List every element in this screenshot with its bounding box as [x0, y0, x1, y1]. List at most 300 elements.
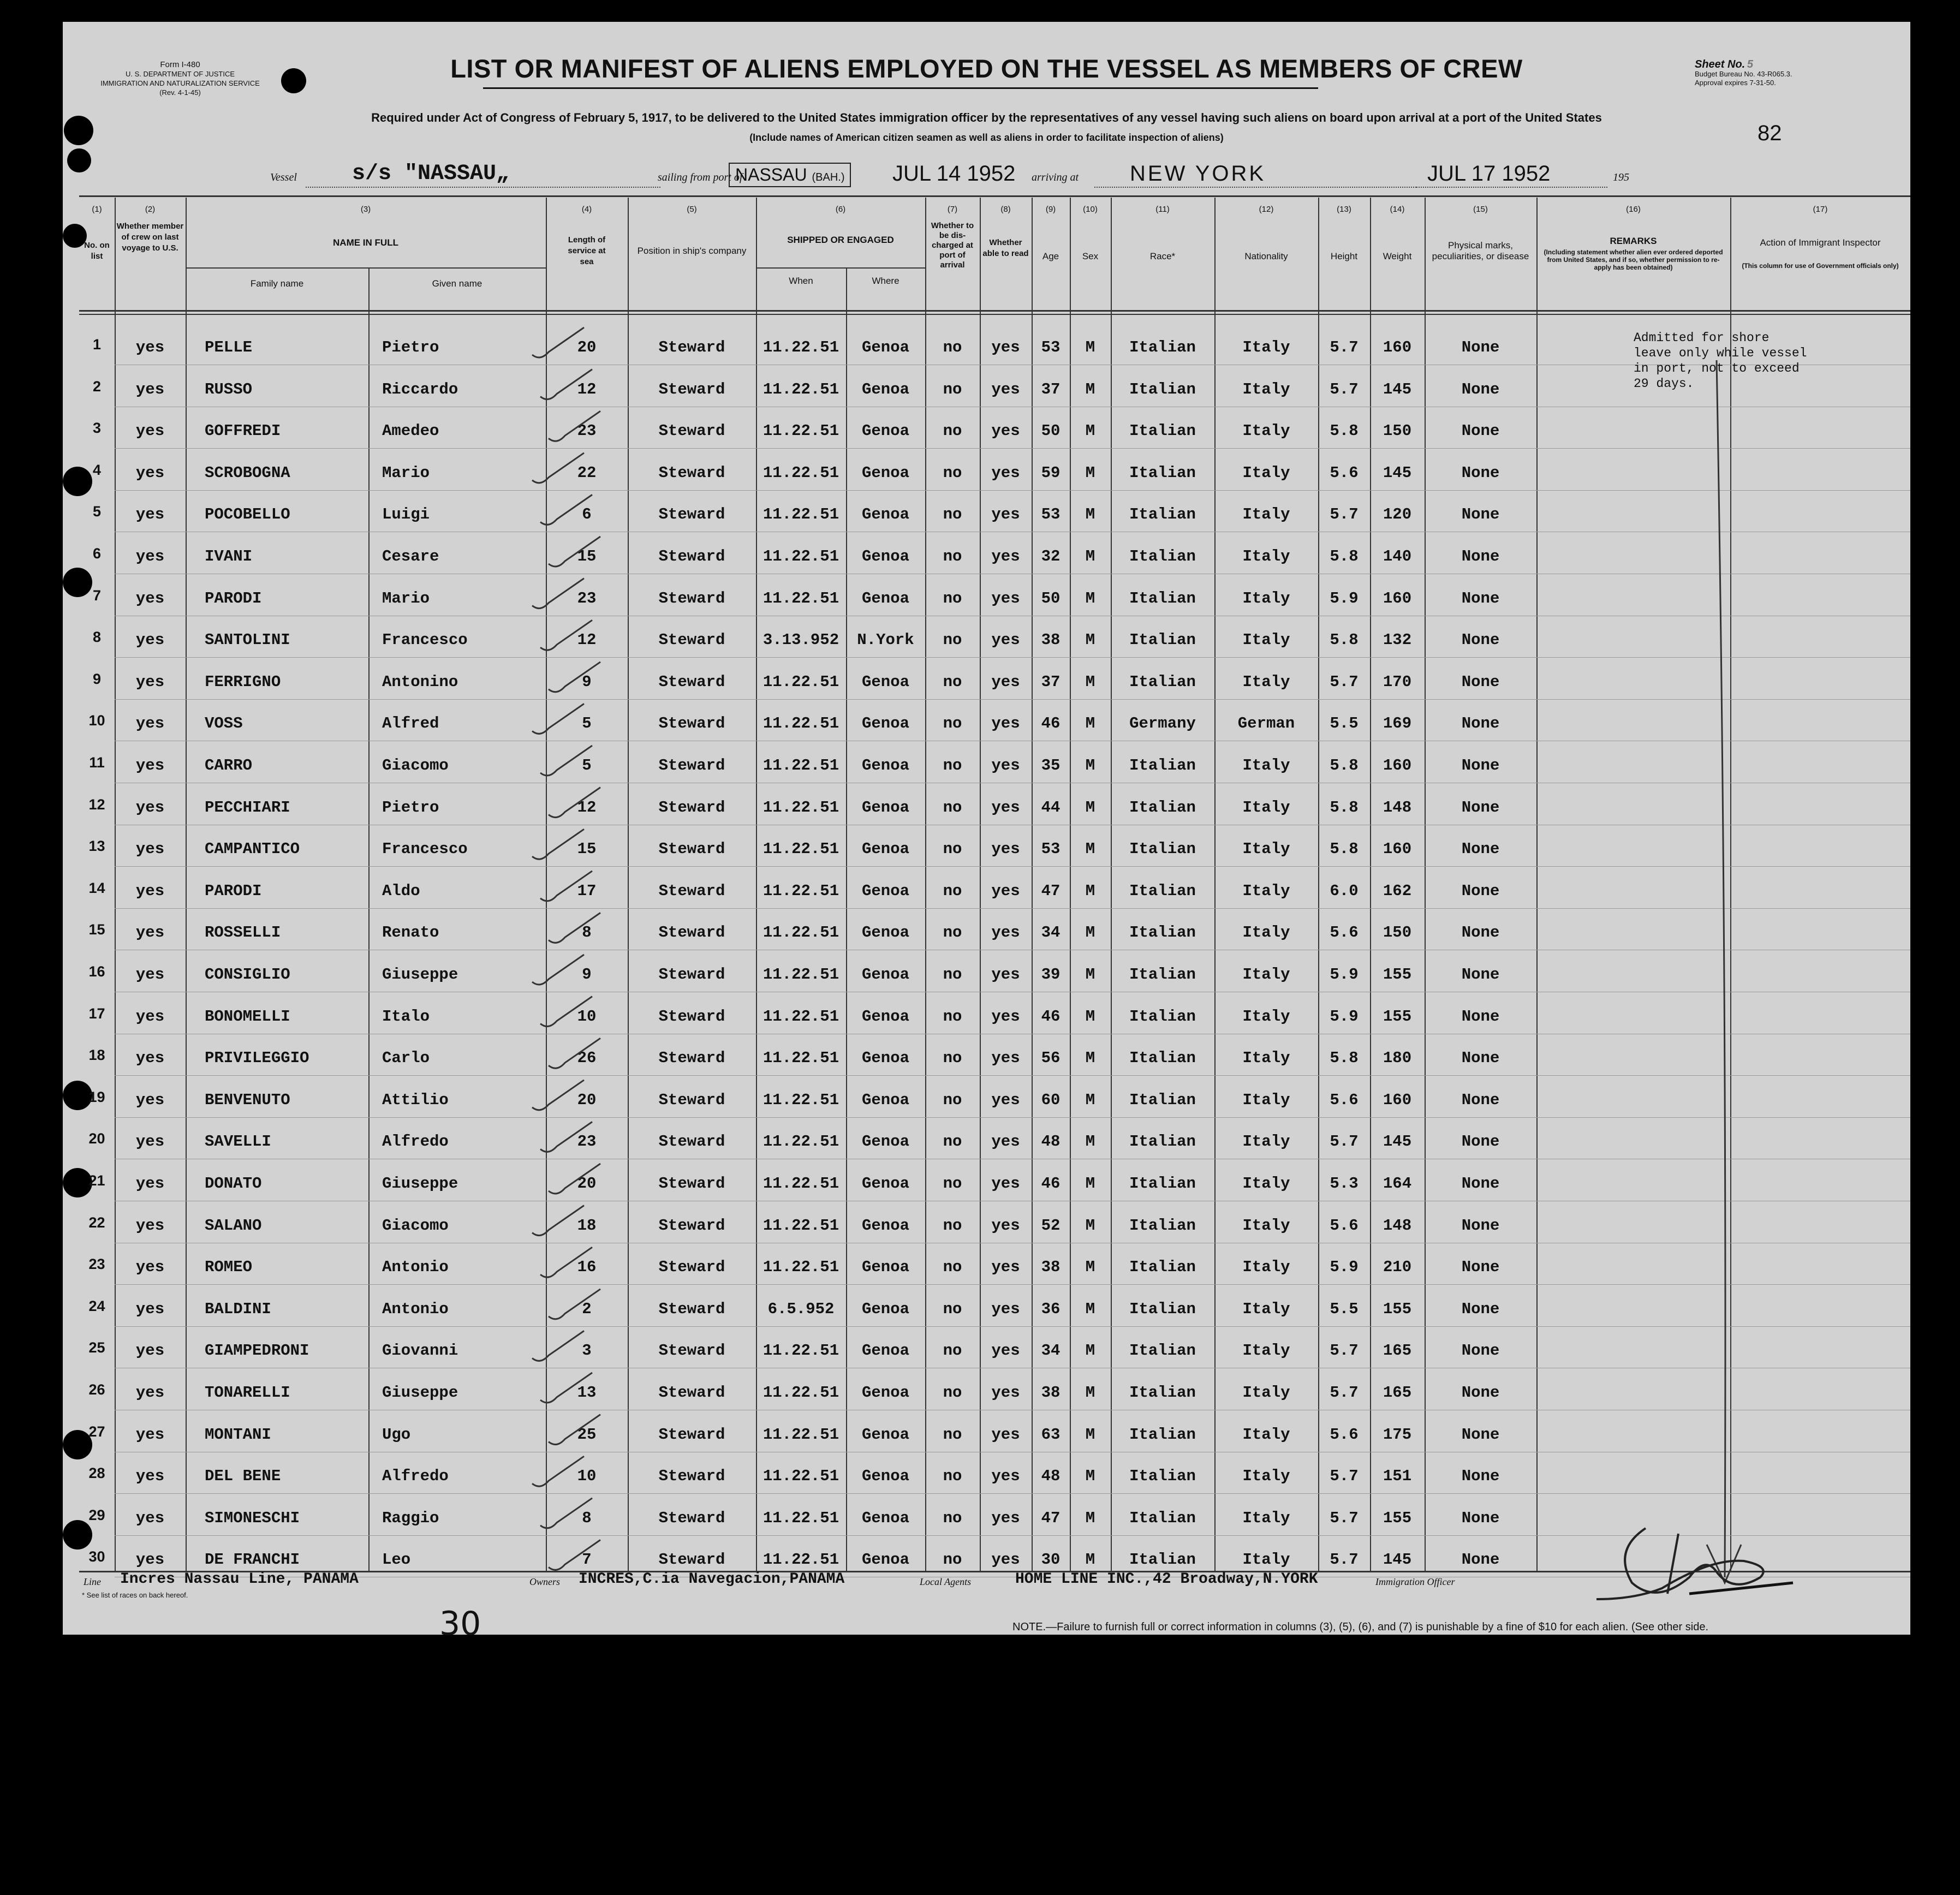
check-mark	[549, 537, 600, 567]
cell-where: Genoa	[861, 463, 909, 482]
cell-no: 25	[88, 1339, 105, 1356]
cell-when: 11.22.51	[762, 1342, 839, 1360]
cell-when: 11.22.51	[762, 1384, 839, 1402]
cell-nat: German	[1237, 714, 1295, 733]
cell-race: Italian	[1129, 1216, 1196, 1235]
cell-family: PRIVILEGGIO	[205, 1049, 309, 1068]
cell-sex: M	[1085, 1509, 1095, 1527]
cell-sex: M	[1085, 1216, 1095, 1235]
cell-disch: no	[943, 672, 962, 691]
cell-sex: M	[1085, 380, 1095, 398]
check-mark	[549, 788, 600, 818]
cell-last: yes	[135, 631, 165, 649]
cell-when: 11.22.51	[762, 1467, 839, 1486]
cell-read: yes	[991, 923, 1020, 942]
cell-service: 5	[582, 714, 592, 733]
col7-number: (7)	[947, 205, 958, 214]
cell-given: Mario	[382, 463, 430, 482]
cell-position: Steward	[658, 1467, 725, 1486]
form-number: Form I-480	[160, 60, 200, 69]
cell-service: 5	[582, 756, 592, 774]
cell-where: Genoa	[861, 840, 909, 859]
cell-age: 38	[1041, 1258, 1061, 1277]
cell-no: 16	[88, 963, 105, 980]
arrival-port: NEW YORK	[1130, 162, 1266, 186]
cell-weight: 140	[1383, 547, 1412, 565]
cell-service: 6	[582, 505, 592, 524]
cell-marks: None	[1461, 422, 1500, 440]
cell-race: Italian	[1129, 1509, 1196, 1527]
cell-family: DEL BENE	[205, 1467, 281, 1486]
cell-nat: Italy	[1242, 840, 1290, 859]
col-shipped-header: SHIPPED OR ENGAGED	[787, 235, 894, 245]
cell-read: yes	[991, 338, 1020, 356]
cell-where: Genoa	[861, 422, 909, 440]
cell-last: yes	[135, 380, 165, 398]
cell-last: yes	[135, 1467, 165, 1486]
cell-read: yes	[991, 714, 1020, 733]
col-no-header: No. on list	[84, 241, 110, 261]
cell-last: yes	[135, 881, 165, 900]
check-mark	[540, 871, 592, 901]
cell-marks: None	[1461, 1133, 1500, 1151]
cell-sex: M	[1085, 547, 1095, 565]
cell-weight: 160	[1383, 589, 1412, 607]
cell-when: 11.22.51	[762, 1216, 839, 1235]
service: IMMIGRATION AND NATURALIZATION SERVICE	[100, 79, 260, 87]
cell-disch: no	[943, 380, 962, 398]
cell-race: Italian	[1129, 505, 1196, 524]
cell-when: 11.22.51	[762, 756, 839, 774]
cell-disch: no	[943, 1467, 962, 1486]
cell-height: 5.8	[1330, 840, 1359, 859]
cell-service: 3	[582, 1342, 592, 1360]
cell-where: Genoa	[861, 1551, 909, 1569]
cell-marks: None	[1461, 1049, 1500, 1068]
cell-race: Italian	[1129, 1133, 1196, 1151]
cell-no: 11	[89, 754, 105, 771]
check-mark	[540, 1247, 592, 1277]
cell-marks: None	[1461, 1384, 1500, 1402]
cell-when: 11.22.51	[762, 547, 839, 565]
cell-service: 26	[577, 1049, 597, 1068]
cell-disch: no	[943, 881, 962, 900]
cell-nat: Italy	[1242, 380, 1290, 398]
cell-height: 5.7	[1330, 1509, 1359, 1527]
check-mark	[532, 1206, 584, 1236]
cell-when: 11.22.51	[762, 1049, 839, 1068]
cell-given: Giuseppe	[382, 966, 458, 984]
cell-age: 46	[1041, 1175, 1061, 1193]
cell-when: 11.22.51	[762, 672, 839, 691]
cell-when: 11.22.51	[762, 1090, 839, 1109]
cell-where: Genoa	[861, 338, 909, 356]
cell-nat: Italy	[1242, 1384, 1290, 1402]
cell-service: 12	[577, 380, 597, 398]
cell-read: yes	[991, 1551, 1020, 1569]
check-mark	[532, 955, 584, 985]
cell-height: 5.9	[1330, 966, 1359, 984]
cell-family: GIAMPEDRONI	[205, 1342, 309, 1360]
cell-disch: no	[943, 1300, 962, 1318]
cell-where: Genoa	[861, 1258, 909, 1277]
cell-nat: Italy	[1242, 1049, 1290, 1068]
check-mark	[549, 411, 600, 441]
cell-marks: None	[1461, 1342, 1500, 1360]
col4-number: (4)	[581, 205, 592, 214]
cell-race: Italian	[1129, 923, 1196, 942]
cell-weight: 155	[1383, 1007, 1412, 1026]
cell-family: SCROBOGNA	[205, 463, 290, 482]
cell-no: 20	[88, 1130, 105, 1147]
cell-service: 20	[577, 1090, 597, 1109]
cell-last: yes	[135, 338, 165, 356]
cell-age: 38	[1041, 631, 1061, 649]
col5-number: (5)	[687, 205, 697, 214]
cell-read: yes	[991, 1467, 1020, 1486]
cell-no: 21	[88, 1172, 105, 1189]
cell-service: 20	[577, 1175, 597, 1193]
cell-service: 13	[577, 1384, 597, 1402]
check-mark	[532, 453, 584, 483]
cell-height: 5.7	[1330, 338, 1359, 356]
cell-race: Italian	[1129, 1467, 1196, 1486]
arriving-label: arriving at	[1032, 171, 1079, 183]
cell-weight: 160	[1383, 1090, 1412, 1109]
cell-race: Italian	[1129, 422, 1196, 440]
cell-last: yes	[135, 1300, 165, 1318]
cell-age: 47	[1041, 1509, 1061, 1527]
cell-sex: M	[1085, 1425, 1095, 1444]
cell-given: Italo	[382, 1007, 430, 1026]
cell-family: FERRIGNO	[205, 672, 281, 691]
cell-last: yes	[135, 923, 165, 942]
cell-given: Giacomo	[382, 756, 449, 774]
cell-service: 17	[577, 881, 597, 900]
cell-no: 23	[88, 1256, 105, 1273]
cell-position: Steward	[658, 1509, 725, 1527]
cell-where: Genoa	[861, 923, 909, 942]
cell-no: 28	[88, 1465, 105, 1482]
col1-number: (2)	[145, 205, 156, 214]
cell-marks: None	[1461, 1175, 1500, 1193]
cell-marks: None	[1461, 631, 1500, 649]
cell-position: Steward	[658, 1384, 725, 1402]
cell-service: 7	[582, 1551, 592, 1569]
cell-last: yes	[135, 1384, 165, 1402]
col-height-header: Height	[1330, 251, 1358, 261]
cell-weight: 155	[1383, 1509, 1412, 1527]
cell-position: Steward	[658, 1258, 725, 1277]
cell-sex: M	[1085, 1384, 1095, 1402]
cell-marks: None	[1461, 1216, 1500, 1235]
check-mark	[540, 620, 592, 650]
cell-sex: M	[1085, 798, 1095, 817]
cell-sex: M	[1085, 714, 1095, 733]
document-title: LIST OR MANIFEST OF ALIENS EMPLOYED ON THE VESSEL AS MEMBERS OF CREW	[450, 54, 1523, 83]
cell-disch: no	[943, 1049, 962, 1068]
cell-service: 23	[577, 422, 597, 440]
cell-read: yes	[991, 1133, 1020, 1151]
cell-disch: no	[943, 631, 962, 649]
cell-age: 30	[1041, 1551, 1061, 1569]
cell-family: VOSS	[205, 714, 243, 733]
cell-age: 48	[1041, 1467, 1061, 1486]
cell-read: yes	[991, 380, 1020, 398]
cell-read: yes	[991, 1007, 1020, 1026]
check-mark	[540, 1122, 592, 1152]
col12-number: (12)	[1259, 205, 1274, 214]
check-mark	[549, 913, 600, 943]
cell-when: 11.22.51	[762, 338, 839, 356]
cell-nat: Italy	[1242, 1551, 1290, 1569]
cell-sex: M	[1085, 589, 1095, 607]
cell-where: Genoa	[861, 1342, 909, 1360]
col13-number: (13)	[1337, 205, 1351, 214]
cell-read: yes	[991, 1300, 1020, 1318]
cell-family: CAMPANTICO	[205, 840, 300, 859]
check-mark	[540, 494, 592, 525]
cell-given: Cesare	[382, 547, 439, 565]
cell-height: 5.7	[1330, 672, 1359, 691]
cell-service: 9	[582, 966, 592, 984]
cell-age: 35	[1041, 756, 1061, 774]
cell-disch: no	[943, 547, 962, 565]
check-mark	[549, 662, 600, 692]
document-subnote: (Include names of American citizen seamen as well as aliens in order to facilitate inspection of aliens)	[749, 132, 1224, 143]
cell-race: Italian	[1129, 798, 1196, 817]
cell-sex: M	[1085, 672, 1095, 691]
cell-no: 12	[88, 796, 105, 813]
cell-no: 17	[88, 1005, 105, 1022]
col-marks-header: Physical marks, peculiarities, or disease	[1432, 240, 1529, 261]
cell-race: Italian	[1129, 1551, 1196, 1569]
cell-when: 11.22.51	[762, 1509, 839, 1527]
cell-when: 11.22.51	[762, 881, 839, 900]
check-mark	[532, 1080, 584, 1110]
cell-last: yes	[135, 1007, 165, 1026]
cell-nat: Italy	[1242, 881, 1290, 900]
budget-bureau: Budget Bureau No. 43-R065.3.	[1695, 70, 1792, 78]
cell-given: Attilio	[382, 1090, 449, 1109]
check-mark	[532, 1331, 584, 1361]
cell-weight: 148	[1383, 798, 1412, 817]
cell-no: 9	[92, 670, 102, 687]
cell-where: Genoa	[861, 798, 909, 817]
cell-last: yes	[135, 1175, 165, 1193]
cell-nat: Italy	[1242, 1007, 1290, 1026]
cell-height: 5.8	[1330, 1049, 1359, 1068]
cell-nat: Italy	[1242, 589, 1290, 607]
cell-age: 37	[1041, 672, 1061, 691]
cell-sex: M	[1085, 422, 1095, 440]
cell-no: 13	[88, 838, 105, 855]
cell-height: 5.5	[1330, 714, 1359, 733]
cell-height: 5.7	[1330, 1551, 1359, 1569]
cell-marks: None	[1461, 672, 1500, 691]
cell-height: 5.6	[1330, 463, 1359, 482]
col-last-voyage-header: Whether member of crew on last voyage to U.S.	[116, 222, 184, 253]
cell-disch: no	[943, 589, 962, 607]
cell-age: 47	[1041, 881, 1061, 900]
cell-weight: 132	[1383, 631, 1412, 649]
cell-height: 5.8	[1330, 798, 1359, 817]
cell-where: Genoa	[861, 1175, 909, 1193]
cell-weight: 150	[1383, 923, 1412, 942]
cell-read: yes	[991, 881, 1020, 900]
cell-read: yes	[991, 1258, 1020, 1277]
agents-label: Local Agents	[920, 1576, 972, 1587]
col-position-header: Position in ship's company	[637, 246, 747, 256]
cell-no: 4	[92, 461, 102, 478]
cell-race: Italian	[1129, 756, 1196, 774]
cell-race: Italian	[1129, 1425, 1196, 1444]
cell-sex: M	[1085, 1467, 1095, 1486]
cell-weight: 145	[1383, 380, 1412, 398]
cell-nat: Italy	[1242, 672, 1290, 691]
check-mark	[540, 997, 592, 1027]
cell-last: yes	[135, 756, 165, 774]
cell-family: RUSSO	[205, 380, 253, 398]
cell-disch: no	[943, 714, 962, 733]
cell-read: yes	[991, 840, 1020, 859]
check-mark	[540, 746, 592, 776]
cell-no: 15	[88, 921, 105, 938]
document-subtitle: Required under Act of Congress of February 5, 1917, to be delivered to the United States immigration officer by the representatives of any vessel having such aliens on board upon arrival at a port of the United States	[371, 111, 1602, 124]
cell-disch: no	[943, 1509, 962, 1527]
cell-where: Genoa	[861, 380, 909, 398]
cell-where: Genoa	[861, 672, 909, 691]
race-footnote: * See list of races on back hereof.	[82, 1591, 188, 1599]
cell-read: yes	[991, 966, 1020, 984]
page-number: 82	[1758, 121, 1782, 145]
cell-service: 2	[582, 1300, 592, 1318]
cell-race: Italian	[1129, 1175, 1196, 1193]
cell-sex: M	[1085, 1300, 1095, 1318]
cell-height: 6.0	[1330, 881, 1359, 900]
col3-number: (3)	[360, 205, 371, 214]
cell-disch: no	[943, 1090, 962, 1109]
cell-height: 5.8	[1330, 422, 1359, 440]
cell-family: IVANI	[205, 547, 253, 565]
cell-family: BONOMELLI	[205, 1007, 290, 1026]
cell-service: 12	[577, 798, 597, 817]
cell-where: Genoa	[861, 505, 909, 524]
owners-label: Owners	[529, 1576, 561, 1587]
cell-sex: M	[1085, 1133, 1095, 1151]
cell-weight: 165	[1383, 1384, 1412, 1402]
col-remarks-header: REMARKS	[1610, 236, 1657, 246]
cell-last: yes	[135, 966, 165, 984]
cell-family: SALANO	[205, 1216, 262, 1235]
cell-family: SIMONESCHI	[205, 1509, 300, 1527]
cell-nat: Italy	[1242, 1258, 1290, 1277]
cell-race: Italian	[1129, 1384, 1196, 1402]
cell-disch: no	[943, 1258, 962, 1277]
cell-no: 2	[92, 378, 102, 395]
cell-read: yes	[991, 631, 1020, 649]
cell-read: yes	[991, 1175, 1020, 1193]
cell-weight: 145	[1383, 463, 1412, 482]
cell-age: 46	[1041, 714, 1061, 733]
col1-number: (1)	[92, 205, 102, 214]
cell-position: Steward	[658, 547, 725, 565]
cell-last: yes	[135, 672, 165, 691]
cell-when: 11.22.51	[762, 463, 839, 482]
cell-sex: M	[1085, 840, 1095, 859]
col17-number: (17)	[1813, 205, 1828, 214]
cell-given: Alfredo	[382, 1467, 449, 1486]
col14-number: (14)	[1390, 205, 1405, 214]
cell-age: 60	[1041, 1090, 1061, 1109]
cell-weight: 164	[1383, 1175, 1412, 1193]
cell-disch: no	[943, 422, 962, 440]
cell-height: 5.6	[1330, 923, 1359, 942]
cell-read: yes	[991, 505, 1020, 524]
cell-last: yes	[135, 1509, 165, 1527]
cell-disch: no	[943, 338, 962, 356]
cell-sex: M	[1085, 631, 1095, 649]
cell-height: 5.7	[1330, 380, 1359, 398]
cell-marks: None	[1461, 1467, 1500, 1486]
cell-no: 14	[88, 879, 105, 896]
col-when-header: When	[789, 276, 813, 286]
cell-read: yes	[991, 756, 1020, 774]
cell-service: 15	[577, 547, 597, 565]
cell-age: 48	[1041, 1133, 1061, 1151]
cell-given: Antonino	[382, 672, 458, 691]
cell-service: 16	[577, 1258, 597, 1277]
check-mark	[532, 579, 584, 609]
cell-read: yes	[991, 1342, 1020, 1360]
cell-last: yes	[135, 589, 165, 607]
cell-sex: M	[1085, 1342, 1095, 1360]
cell-race: Germany	[1129, 714, 1196, 733]
cell-marks: None	[1461, 505, 1500, 524]
cell-height: 5.7	[1330, 1133, 1359, 1151]
cell-weight: 165	[1383, 1342, 1412, 1360]
cell-sex: M	[1085, 1049, 1095, 1068]
cell-position: Steward	[658, 1049, 725, 1068]
cell-disch: no	[943, 923, 962, 942]
cell-when: 11.22.51	[762, 840, 839, 859]
cell-position: Steward	[658, 881, 725, 900]
cell-where: Genoa	[861, 756, 909, 774]
cell-no: 8	[92, 629, 102, 646]
cell-when: 11.22.51	[762, 1007, 839, 1026]
cell-when: 11.22.51	[762, 1175, 839, 1193]
cell-given: Pietro	[382, 798, 439, 817]
cell-sex: M	[1085, 1551, 1095, 1569]
col15-number: (15)	[1473, 205, 1488, 214]
cell-family: ROMEO	[205, 1258, 253, 1277]
cell-no: 27	[88, 1423, 105, 1440]
cell-given: Giuseppe	[382, 1175, 458, 1193]
cell-height: 5.7	[1330, 1384, 1359, 1402]
cell-where: Genoa	[861, 1384, 909, 1402]
cell-family: BENVENUTO	[205, 1090, 290, 1109]
cell-position: Steward	[658, 798, 725, 817]
cell-race: Italian	[1129, 1300, 1196, 1318]
cell-service: 18	[577, 1216, 597, 1235]
cell-age: 56	[1041, 1049, 1061, 1068]
cell-given: Alfred	[382, 714, 439, 733]
cell-service: 15	[577, 840, 597, 859]
cell-service: 23	[577, 1133, 597, 1151]
cell-where: Genoa	[861, 1216, 909, 1235]
cell-given: Pietro	[382, 338, 439, 356]
remarks-text: Admitted for shore leave only while vessel in port, not to exceed 29 days.	[1634, 331, 1807, 391]
